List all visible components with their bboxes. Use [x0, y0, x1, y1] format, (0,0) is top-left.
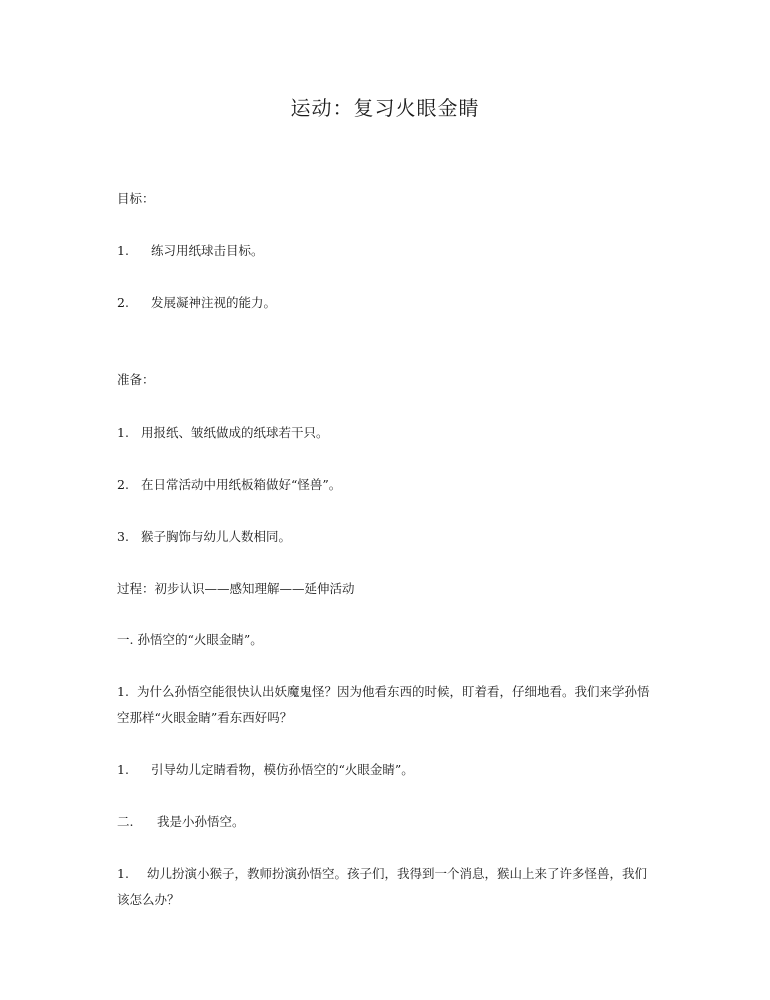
prep-heading: 准备： [117, 372, 155, 387]
process-heading: 过程：初步认识——感知理解——延伸活动 [117, 581, 355, 596]
item-number: 3. [117, 529, 129, 544]
item-number: 二. [117, 814, 134, 829]
item-text: 用报纸、皱纸做成的纸球若干只。 [140, 425, 329, 440]
item-text: 幼儿扮演小猴子，教师扮演孙悟空。孩子们，我得到一个消息，猴山上来了许多怪兽，我们该怎么办？ [117, 866, 648, 907]
item-number: 1. [117, 684, 129, 699]
item-number: 1. [117, 243, 129, 258]
part2-item-1 [117, 861, 657, 913]
item-number: 2. [117, 477, 129, 492]
goal-item-2 [117, 290, 657, 316]
part1-item-2 [117, 757, 657, 783]
goal-heading: 目标： [117, 191, 155, 206]
prep-item-3 [117, 524, 657, 550]
item-number: 2. [117, 295, 129, 310]
prep-item-1 [117, 420, 657, 446]
page-title: 运动：复习火眼金睛 [290, 96, 480, 120]
item-text: 发展凝神注视的能力。 [150, 295, 276, 310]
item-text: 在日常活动中用纸板箱做好“怪兽”。 [140, 477, 342, 492]
item-text: 为什么孙悟空能很快认出妖魔鬼怪？因为他看东西的时候，盯着看，仔细地看。我们来学孙悟空那样“火眼金睛”看东西好吗？ [117, 684, 650, 725]
part1-item-1 [117, 679, 657, 731]
item-number: 1. [117, 866, 129, 881]
item-number: 1. [117, 425, 129, 440]
goal-item-1 [117, 238, 657, 264]
prep-item-2 [117, 472, 657, 498]
item-text: 练习用纸球击目标。 [150, 243, 264, 258]
item-text: 引导幼儿定睛看物，模仿孙悟空的“火眼金睛”。 [150, 762, 414, 777]
item-text: 猴子胸饰与幼儿人数相同。 [140, 529, 291, 544]
item-number: 1. [117, 762, 129, 777]
part2-heading [117, 809, 657, 835]
part1-heading: 一. 孙悟空的“火眼金睛”。 [117, 632, 263, 647]
item-text: 我是小孙悟空。 [156, 814, 245, 829]
